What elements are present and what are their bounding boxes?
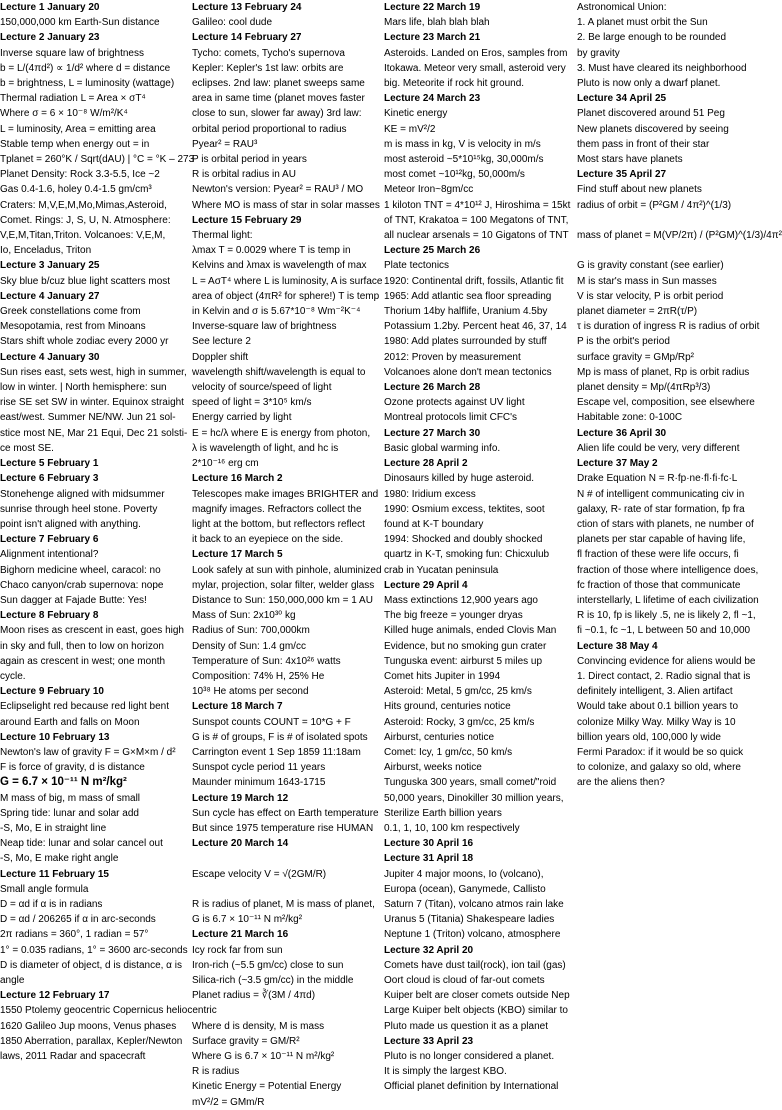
note-line: galaxy, R- rate of star formation, fp fra [577, 503, 745, 515]
note-line: orbital period proportional to radius [192, 123, 347, 135]
note-line: Plate tectonics [384, 260, 450, 272]
note-line: Composition: 74% H, 25% He [192, 670, 325, 682]
note-line: λmax T = 0.0029 where T is temp in [192, 245, 351, 257]
note-line: 1550 Ptolemy geocentric Copernicus heliocentric [0, 1005, 217, 1017]
note-line: Stable temp when energy out = in [0, 138, 150, 150]
note-line: Spring tide: lunar and solar add [0, 807, 139, 819]
lecture-heading: Lecture 20 March 14 [192, 838, 289, 850]
note-line: 1980: Iridium excess [384, 488, 476, 500]
note-line: low in winter. | North hemisphere: sun [0, 382, 167, 394]
lecture-heading: Lecture 36 April 30 [577, 427, 667, 439]
lecture-heading: Lecture 8 February 8 [0, 610, 99, 622]
lecture-heading: Lecture 4 January 30 [0, 351, 100, 363]
note-line: Drake Equation N = R·fp·ne·fl·fi·fc·L [577, 473, 738, 485]
note-line: Inverse square law of brightness [0, 47, 144, 59]
note-line: Mp is mass of planet, Rp is orbit radius [577, 366, 750, 378]
note-line: Comet: Icy, 1 gm/cc, 50 km/s [384, 746, 513, 758]
note-line: laws, 2011 Radar and spacecraft [0, 1051, 146, 1063]
note-line: quartz in K-T, smoking fun: Chicxulub [384, 549, 550, 561]
note-line: found at K-T boundary [384, 518, 484, 530]
note-line: planet diameter = 2πR(τ/P) [577, 306, 698, 318]
note-line: F is force of gravity, d is distance [0, 762, 145, 774]
note-line: Craters: M,V,E,M,Mo,Mimas,Asteroid, [0, 199, 167, 211]
note-line: mV²/2 = GMm/R [192, 1096, 265, 1108]
note-line: Icy rock far from sun [192, 944, 283, 956]
note-line: Mass extinctions 12,900 years ago [384, 594, 538, 606]
note-line: Escape velocity V = √(2GM/R) [192, 868, 327, 880]
note-line: planets per star capable of having life, [577, 534, 746, 546]
note-line: Telescopes make images BRIGHTER and [192, 488, 379, 500]
note-line: it back to an eyepiece on the side. [192, 534, 344, 546]
note-line: Thermal light: [192, 230, 253, 242]
note-line: ce most SE. [0, 442, 54, 454]
note-line: billion years old, 100,000 ly wide [577, 731, 721, 743]
note-line: 2π radians = 360°, 1 radian = 57° [0, 929, 149, 941]
lecture-heading: Lecture 27 March 30 [384, 427, 481, 439]
lecture-heading: Lecture 13 February 24 [192, 2, 302, 13]
note-line: Volcanoes alone don't mean tectonics [384, 366, 552, 378]
lecture-heading: Lecture 37 May 2 [577, 458, 658, 470]
note-line: Oort cloud is cloud of far-out comets [384, 975, 545, 986]
lecture-heading: Lecture 23 March 21 [384, 32, 481, 44]
note-line: 1994: Shocked and doubly shocked [384, 534, 543, 546]
note-line: V is star velocity, P is orbit period [577, 290, 724, 302]
note-line: Distance to Sun: 150,000,000 km = 1 AU [192, 594, 373, 606]
lecture-heading: Lecture 28 April 2 [384, 458, 468, 470]
note-line: N # of intelligent communicating civ in [577, 488, 745, 500]
note-line: Maunder minimum 1643-1715 [192, 777, 326, 789]
lecture-heading: Lecture 29 April 4 [384, 579, 468, 591]
lecture-heading: Lecture 18 March 7 [192, 701, 283, 713]
note-line: 1° = 0.035 radians, 1° = 3600 arc-seconds [0, 944, 188, 956]
note-line: Most stars have planets [577, 154, 683, 166]
note-line: 1. Direct contact, 2. Radio signal that is [577, 670, 751, 682]
note-line: R is radius of planet, M is mass of planet, [192, 898, 375, 910]
note-line: Tunguska event: airburst 5 miles up [384, 655, 543, 667]
note-line: 1980: Add plates surrounded by stuff [384, 336, 547, 348]
note-line: Planet discovered around 51 Peg [577, 108, 725, 120]
note-line: Radius of Sun: 700,000km [192, 625, 310, 637]
note-line: Carrington event 1 Sep 1859 11:18am [192, 746, 361, 758]
lecture-heading: Lecture 33 April 23 [384, 1035, 474, 1047]
note-line: Bighorn medicine wheel, caracol: no [0, 564, 161, 576]
note-line: Where G is 6.7 × 10⁻¹¹ N m²/kg² [192, 1051, 335, 1063]
note-line: Doppler shift [192, 351, 249, 363]
note-line: ction of stars with planets, ne number of [577, 518, 754, 530]
note-line: Tunguska 300 years, small comet/"roid [384, 777, 557, 789]
note-line: them pass in front of their star [577, 138, 710, 150]
note-line: Density of Sun: 1.4 gm/cc [192, 640, 306, 652]
note-line: Astronomical Union: [577, 2, 667, 13]
note-line: 1920: Continental drift, fossils, Atlantic fit [384, 275, 564, 287]
note-line: D is diameter of object, d is distance, α is [0, 959, 182, 971]
note-line: But since 1975 temperature rise HUMAN [192, 822, 374, 834]
lecture-heading: Lecture 11 February 15 [0, 868, 109, 880]
column-3 [384, 0, 574, 1095]
note-line: cycle. [0, 670, 26, 682]
note-line [577, 213, 768, 228]
note-line: -S, Mo, E make right angle [0, 853, 119, 865]
lecture-heading: Lecture 1 January 20 [0, 2, 100, 13]
note-line: Killed huge animals, ended Clovis Man [384, 625, 557, 637]
note-line [192, 882, 382, 897]
note-line: Gas 0.4-1.6, holey 0.4-1.5 gm/cm³ [0, 184, 152, 196]
note-line: Uranus 5 (Titania) Shakespeare ladies [384, 914, 555, 926]
note-line: Alignment intentional? [0, 549, 99, 561]
note-line: area of object (4πR² for sphere!) T is temp [192, 290, 380, 302]
note-line: λ is wavelength of light, and hc is [192, 442, 339, 454]
lecture-heading: Lecture 22 March 19 [384, 2, 481, 13]
note-line: Official planet definition by International [384, 1081, 559, 1093]
note-line: Itokawa. Meteor very small, asteroid very [384, 62, 566, 74]
note-line: 2*10⁻¹⁶ erg cm [192, 458, 259, 470]
note-line: fl fraction of these were life occurs, fi [577, 549, 739, 561]
note-line: are the aliens then? [577, 777, 665, 789]
note-line: Hits ground, centuries notice [384, 701, 511, 713]
note-line: Asteroid: Rocky, 3 gm/cc, 25 km/s [384, 716, 535, 728]
note-line: colonize Milky Way. Milky Way is 10 [577, 716, 736, 728]
note-line: G is # of groups, F is # of isolated spots [192, 731, 368, 743]
note-line: Iron-rich (~5.5 gm/cc) close to sun [192, 959, 344, 971]
note-line: Saturn 7 (Titan), volcano atmos rain lake [384, 898, 564, 910]
note-line: Inverse-square law of brightness [192, 321, 337, 333]
note-line: Kinetic Energy = Potential Energy [192, 1081, 342, 1093]
note-line: Sunspot counts COUNT = 10*G + F [192, 716, 351, 728]
note-line: again as crescent in west; one month [0, 655, 166, 667]
note-line: by gravity [577, 47, 620, 59]
lecture-heading: Lecture 5 February 1 [0, 458, 99, 470]
note-line: 1965: Add atlantic sea floor spreading [384, 290, 552, 302]
note-line: The big freeze = younger dryas [384, 610, 523, 622]
note-line: See lecture 2 [192, 336, 251, 348]
note-line: Sun dagger at Fajade Butte: Yes! [0, 594, 147, 606]
note-line: 10³⁸ He atoms per second [192, 686, 309, 698]
note-line: of TNT, Krakatoa = 100 Megatons of TNT, [384, 214, 569, 226]
note-line: eclipses. 2nd law: planet sweeps same [192, 78, 365, 90]
note-line: Planet Density: Rock 3.3-5.5, Ice ~2 [0, 169, 160, 181]
note-line: 0.1, 1, 10, 100 km respectively [384, 822, 520, 834]
note-line [192, 851, 382, 866]
lecture-heading: Lecture 3 January 25 [0, 260, 100, 272]
note-line: interstellarly, L lifetime of each civilization [577, 594, 759, 606]
note-line: Energy carried by light [192, 412, 292, 424]
note-line: New planets discovered by seeing [577, 123, 729, 135]
note-line: Look safely at sun with pinhole, aluminized [192, 564, 382, 576]
note-line: Thermal radiation L = Area × σT⁴ [0, 93, 146, 105]
note-line: Jupiter 4 major moons, Io (volcano), [384, 868, 544, 880]
note-line: Surface gravity = GM/R² [192, 1035, 300, 1047]
note-line [192, 1003, 382, 1018]
note-line: Dinosaurs killed by huge asteroid. [384, 473, 535, 485]
note-line: Where d is density, M is mass [192, 1020, 325, 1032]
column-4 [577, 0, 782, 791]
lecture-heading: Lecture 9 February 10 [0, 686, 104, 698]
note-line: magnify images. Refractors collect the [192, 503, 362, 515]
note-line: radius of orbit = (P²GM / 4π²)^(1/3) [577, 199, 732, 211]
note-line: fraction of those where intelligence does, [577, 564, 759, 576]
note-line: E = hc/λ where E is energy from photon, [192, 427, 371, 439]
lecture-heading: Lecture 7 February 6 [0, 534, 99, 546]
note-line: Evidence, but no smoking gun crater [384, 640, 547, 652]
lecture-heading: Lecture 32 April 20 [384, 944, 474, 956]
note-line: Where MO is mass of star in solar masses [192, 199, 380, 211]
note-line: Airburst, weeks notice [384, 762, 482, 774]
note-line: KE = mV²/2 [384, 123, 436, 135]
note-line: light at the bottom, but reflectors reflect [192, 518, 365, 530]
lecture-heading: Lecture 15 February 29 [192, 214, 302, 226]
note-line: M mass of big, m mass of small [0, 792, 141, 804]
note-line: Mass of Sun: 2x10³⁰ kg [192, 610, 296, 622]
note-line: L = luminosity, Area = emitting area [0, 123, 156, 135]
note-line: fc fraction of those that communicate [577, 579, 741, 591]
note-line: Sun cycle has effect on Earth temperature [192, 807, 379, 819]
note-line: Kelvins and λmax is wavelength of max [192, 260, 367, 272]
note-line: all nuclear arsenals = 10 Gigatons of TNT [384, 230, 569, 242]
lecture-heading: Lecture 30 April 16 [384, 838, 474, 850]
note-line: G is 6.7 × 10⁻¹¹ N m²/kg² [192, 914, 303, 926]
lecture-heading: Lecture 31 April 18 [384, 853, 474, 865]
note-line: M is star's mass in Sun masses [577, 275, 717, 287]
note-line: 2. Be large enough to be rounded [577, 32, 727, 44]
note-line: mass of planet = M(VP/2π) / (P²GM)^(1/3)/4π² [577, 230, 782, 242]
note-line: Stonehenge aligned with midsummer [0, 488, 165, 500]
note-line: Alien life could be very, very different [577, 442, 740, 454]
note-line: Newton's version: Pyear² = RAU³ / MO [192, 184, 364, 196]
note-line: Temperature of Sun: 4x10²⁶ watts [192, 655, 341, 667]
note-line: 1850 Aberration, parallax, Kepler/Newton [0, 1035, 183, 1047]
note-line: wavelength shift/wavelength is equal to [192, 366, 366, 378]
note-line: 50,000 years, Dinokiller 30 million years, [384, 792, 564, 804]
note-line: 150,000,000 km Earth-Sun distance [0, 17, 160, 29]
lecture-heading: Lecture 24 March 23 [384, 93, 481, 105]
note-line: mylar, projection, solar filter, welder glass [192, 579, 375, 591]
lecture-heading: Lecture 38 May 4 [577, 640, 658, 652]
note-line: -S, Mo, E in straight line [0, 822, 107, 834]
note-line: Stars shift whole zodiac every 2000 yr [0, 336, 169, 348]
note-line: Comets have dust tail(rock), ion tail (gas) [384, 959, 566, 971]
note-line: Fermi Paradox: if it would be so quick [577, 746, 744, 758]
note-line: Neptune 1 (Triton) volcano, atmosphere [384, 929, 561, 941]
note-line: Moon rises as crescent in east, goes high [0, 625, 184, 637]
lecture-heading: Lecture 21 March 16 [192, 929, 289, 941]
note-line: rise SE set SW in winter. Equinox straight [0, 397, 184, 409]
lecture-heading: Lecture 16 March 2 [192, 473, 283, 485]
note-line: 3. Must have cleared its neighborhood [577, 62, 747, 74]
note-line: Montreal protocols limit CFC's [384, 412, 518, 424]
lecture-heading: Lecture 26 March 28 [384, 382, 481, 394]
note-line: Mars life, blah blah blah [384, 17, 490, 29]
note-line: P is orbital period in years [192, 154, 307, 166]
note-line: Pluto is now only a dwarf planet. [577, 78, 721, 90]
note-line: Planet radius = ∛(3M / 4πd) [192, 990, 316, 1002]
note-line: Kepler: Kepler's 1st law: orbits are [192, 62, 344, 74]
note-line: G = 6.7 × 10⁻¹¹ N m²/kg² [0, 776, 127, 789]
lecture-heading: Lecture 10 February 13 [0, 731, 110, 743]
note-line: Would take about 0.1 billion years to [577, 701, 739, 713]
note-line: around Earth and falls on Moon [0, 716, 140, 728]
note-line: R is orbital radius in AU [192, 169, 296, 181]
note-line: 1620 Galileo Jup moons, Venus phases [0, 1020, 177, 1032]
lecture-heading: Lecture 2 January 23 [0, 32, 100, 44]
note-line: Greek constellations come from [0, 306, 141, 318]
note-line: Asteroids. Landed on Eros, samples from [384, 47, 568, 59]
lecture-heading: Lecture 19 March 12 [192, 792, 289, 804]
note-line: Neap tide: lunar and solar cancel out [0, 838, 163, 850]
note-line: most asteroid ~5*10¹⁵kg, 30,000m/s [384, 154, 544, 166]
note-line: τ is duration of ingress R is radius of orbit [577, 321, 760, 333]
note-line: Find stuff about new planets [577, 184, 702, 196]
note-line: Kuiper belt are closer comets outside Nep [384, 990, 570, 1002]
note-line: V,E,M,Titan,Triton. Volcanoes: V,E,M, [0, 230, 166, 242]
note-line: Kinetic energy [384, 108, 448, 120]
note-line: crab in Yucatan peninsula [384, 564, 499, 576]
note-line: definitely intelligent, 3. Alien artifact [577, 686, 733, 698]
note-line: L = AσT⁴ where L is luminosity, A is surface [192, 275, 383, 287]
note-line: Pluto is no longer considered a planet. [384, 1051, 555, 1063]
note-line: Airburst, centuries notice [384, 731, 495, 743]
note-line: Convincing evidence for aliens would be [577, 655, 756, 667]
lecture-heading: Lecture 34 April 25 [577, 93, 667, 105]
note-line: in Kelvin and σ is 5.67*10⁻⁸ Wm⁻²K⁻⁴ [192, 306, 361, 318]
note-line: Europa (ocean), Ganymede, Callisto [384, 883, 546, 895]
note-line: Mesopotamia, rest from Minoans [0, 321, 146, 333]
note-line: Ozone protects against UV light [384, 397, 525, 409]
note-line: close to sun, slower far away) 3rd law: [192, 108, 362, 120]
note-line: Asteroid: Metal, 5 gm/cc, 25 km/s [384, 686, 532, 698]
note-line: It is simply the largest KBO. [384, 1066, 507, 1078]
note-line: Where σ = 6 × 10⁻⁸ W/m²/K⁴ [0, 108, 128, 120]
note-line: velocity of source/speed of light [192, 382, 332, 394]
lecture-heading: Lecture 25 March 26 [384, 245, 481, 257]
note-line: fi ~0.1, fc ~1, L between 50 and 10,000 [577, 625, 751, 637]
note-line: in sky and full, then to low on horizon [0, 640, 164, 652]
note-line: big. Meteorite if rock hit ground. [384, 78, 525, 90]
note-line: R is 10, fp is likely .5, ne is likely 2, fl ~1, [577, 610, 756, 622]
note-line: east/west. Summer NE/NW. Jun 21 sol- [0, 412, 176, 424]
lecture-heading: Lecture 12 February 17 [0, 990, 110, 1002]
lecture-heading: Lecture 6 February 3 [0, 473, 99, 485]
note-line: b = brightness, L = luminosity (wattage) [0, 78, 175, 90]
note-line: Escape vel, composition, see elsewhere [577, 397, 755, 409]
note-line: Sky blue b/cuz blue light scatters most [0, 275, 171, 287]
note-line: Eclipselight red because red light bent [0, 701, 169, 713]
note-line: D = αd / 206265 if α in arc-seconds [0, 914, 156, 926]
note-line: Silica-rich (~3.5 gm/cc) in the middle [192, 975, 354, 986]
note-line: Sterilize Earth billion years [384, 807, 502, 819]
lecture-heading: Lecture 35 April 27 [577, 169, 667, 181]
note-line: Small angle formula [0, 883, 89, 895]
note-line: Tplanet = 260°K / Sqrt(dAU) | °C = °K – 273 [0, 154, 195, 166]
note-line: Comet hits Jupiter in 1994 [384, 670, 501, 682]
note-line: Newton's law of gravity F = G×M×m / d² [0, 746, 176, 758]
note-line: 2012: Proven by measurement [384, 351, 521, 363]
note-line: sunrise through heel stone. Poverty [0, 503, 158, 515]
note-line: Io, Enceladus, Triton [0, 245, 92, 257]
note-line: stice most NE, Mar 21 Equi, Dec 21 solsti- [0, 427, 188, 439]
note-line: b = L/(4πd²) ∝ 1/d² where d = distance [0, 62, 171, 74]
note-line: D = αd if α is in radians [0, 898, 103, 910]
note-line: 1990: Osmium excess, tektites, soot [384, 503, 545, 515]
note-line: Meteor Iron~8gm/cc [384, 184, 474, 196]
note-line: G is gravity constant (see earlier) [577, 260, 724, 272]
note-line: Sunspot cycle period 11 years [192, 762, 326, 774]
note-line [577, 243, 768, 258]
note-line: 1. A planet must orbit the Sun [577, 17, 708, 29]
note-line: Potassium 1.2by. Percent heat 46, 37, 14 [384, 321, 567, 333]
note-line: area in same time (planet moves faster [192, 93, 365, 105]
column-1 [0, 0, 217, 1064]
note-line: point isn't aligned with anything. [0, 518, 141, 530]
note-line: P is the orbit's period [577, 336, 670, 348]
note-line: Galileo: cool dude [192, 17, 273, 29]
note-line: Comet. Rings: J, S, U, N. Atmosphere: [0, 214, 171, 226]
lecture-heading: Lecture 17 March 5 [192, 549, 283, 561]
note-line: speed of light = 3*10⁵ km/s [192, 397, 312, 409]
note-line: Large Kuiper belt objects (KBO) similar to [384, 1005, 568, 1017]
note-line: m is mass in kg, V is velocity in m/s [384, 138, 541, 150]
note-line: R is radius [192, 1066, 240, 1078]
note-line: Tycho: comets, Tycho's supernova [192, 47, 345, 59]
note-line: angle [0, 975, 25, 986]
lecture-heading: Lecture 14 February 27 [192, 32, 302, 44]
note-line: Habitable zone: 0-100C [577, 412, 683, 424]
note-line: Basic global warming info. [384, 442, 501, 454]
lecture-heading: Lecture 4 January 27 [0, 290, 100, 302]
note-line: Chaco canyon/crab supernova: nope [0, 579, 164, 591]
note-line: 1 kiloton TNT = 4*10¹² J, Hiroshima = 15kt [384, 199, 571, 211]
note-line: most comet ~10¹²kg, 50,000m/s [384, 169, 525, 181]
note-line: planet density = Mp/(4πRp³/3) [577, 382, 711, 394]
note-line: Thorium 14by halflife, Uranium 4.5by [384, 306, 548, 318]
note-line: Pluto made us question it as a planet [384, 1020, 548, 1032]
column-2 [192, 0, 382, 1110]
note-line: Pyear² = RAU³ [192, 138, 258, 150]
note-line: Sun rises east, sets west, high in summer, [0, 366, 187, 378]
note-line: to colonize, and galaxy so old, where [577, 762, 741, 774]
note-line: surface gravity = GMp/Rp² [577, 351, 694, 363]
